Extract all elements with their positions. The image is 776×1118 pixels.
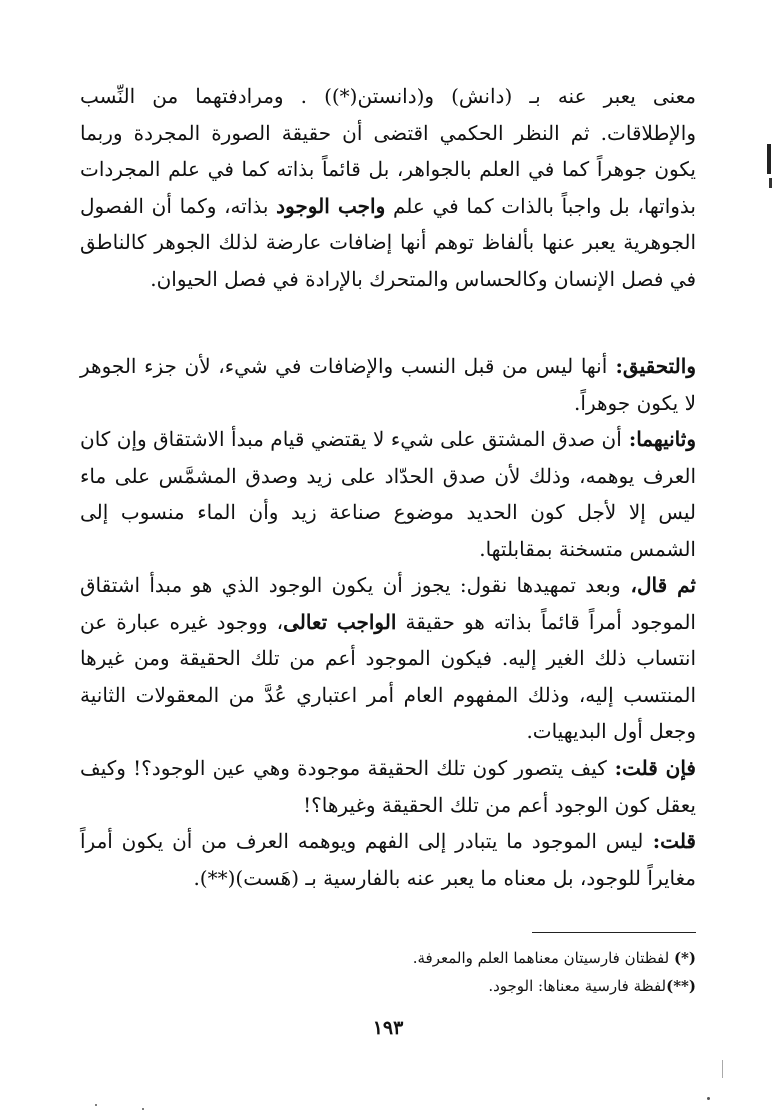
paragraph-text	[80, 348, 696, 421]
text-run-bold: واجب الوجود	[276, 193, 386, 218]
paragraph-lead: فإن قلت:	[606, 756, 696, 780]
scan-speck	[707, 1097, 710, 1100]
text-run: وبعد تمهيدها نقول: يجوز أن يكون الوجود الذي هو مبدأ اشتقاق الموجود أمراً قائماً بذاته هو حقيقة	[80, 573, 696, 634]
scan-speck	[95, 1104, 97, 1106]
paragraph-objection	[80, 750, 696, 823]
paragraph-lead: والتحقيق:	[607, 354, 696, 378]
footnote-item	[300, 972, 696, 1000]
scan-edge-mark	[767, 144, 771, 174]
text-run-bold: الواجب تعالى	[283, 609, 397, 634]
paragraph-tahqiq	[80, 348, 696, 421]
text-run: أنها ليس من قبل النسب والإضافات في شيء، لأن جزء الجوهر لا يكون جوهراً.	[80, 354, 696, 415]
paragraph-lead: ثم قال،	[620, 573, 696, 597]
scan-edge-mark	[769, 178, 772, 188]
text-run: أن صدق المشتق على شيء لا يقتضي قيام مبدأ الاشتقاق وإن كان العرف يوهمه، وذلك لأن صدق الحدّاد على زيد وصدق المشمَّس على ماء ليس إلا لأجل كون الحديد موضوع صناعة زيد وأن الماء منسوب إلى الشمس متسخنة بمقابلتها.	[80, 427, 696, 561]
scan-speck	[142, 1108, 144, 1110]
text-run: ليس الموجود ما يتبادر إلى الفهم ويوهمه العرف من أن يكون أمراً مغايراً للوجود، بل معناه ما يعبر عنه بالفارسية بـ (هَست)(**).	[80, 829, 696, 890]
footnote-divider	[532, 932, 696, 933]
footnotes	[300, 944, 696, 1000]
paragraph-text	[80, 421, 696, 567]
paragraph-intro	[80, 78, 696, 297]
footnote-item	[300, 944, 696, 972]
text-run: كيف يتصور كون تلك الحقيقة موجودة وهي عين الوجود؟! وكيف يعقل كون الوجود أعم من تلك الحقيقة وغيرها؟!	[80, 756, 696, 817]
text-run: ، ووجود غيره عبارة عن انتساب ذلك الغير إليه. فيكون الموجود أعم من تلك الحقيقة ومن غيرها المنتسب إليه، وذلك المفهوم العام أمر اعتباري عُدَّ من المعقولات الثانية وجعل أول البديهيات.	[80, 609, 696, 743]
paragraph-lead: قلت:	[643, 829, 696, 853]
paragraph-second-point	[80, 421, 696, 567]
paragraph-text	[80, 78, 696, 297]
footnote-text: لفظة فارسية معناها: الوجود.	[488, 977, 667, 995]
paragraph-text	[80, 567, 696, 750]
paragraph-text	[80, 750, 696, 823]
page-number: ١٩٣	[372, 1017, 404, 1039]
paragraph-text	[80, 823, 696, 896]
paragraph-lead: وثانيهما:	[621, 427, 697, 451]
paragraph-then-he-said	[80, 567, 696, 750]
scan-speck	[722, 1060, 723, 1078]
text-run: معنى يعبر عنه بـ (دانش) و(دانستن(*)) . ومرادفتهما من النِّسب والإطلاقات. ثم النظر الحكمي اقتضى أن حقيقة الصورة المجردة وربما يكون جوهراً كما في العلم بالجواهر، بل قائماً بذاته كما في علم المجردات بذواتها، بل واجباً بالذات كما في علم	[80, 84, 696, 218]
footnote-mark: (*)	[673, 949, 696, 967]
text-run: بذاته، وكما أن الفصول الجوهرية يعبر عنها بألفاظ توهم أنها إضافات عارضة لذلك الجوهر كالناطق في فصل الإنسان وكالحساس والمتحرك بالإرادة في فصل الحيوان.	[80, 193, 696, 291]
footnote-text: لفظتان فارسيتان معناهما العلم والمعرفة.	[412, 949, 674, 967]
paragraph-reply	[80, 823, 696, 896]
footnote-mark: (**)	[666, 977, 696, 995]
